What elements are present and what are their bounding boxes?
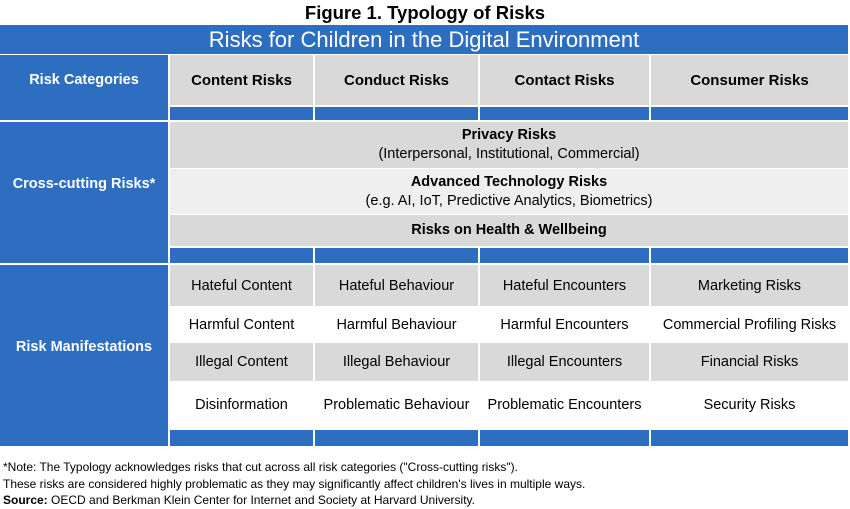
figure-title: Figure 1. Typology of Risks [304, 2, 546, 23]
manifestation-cell: Hateful Encounters [480, 265, 649, 306]
table-banner: Risks for Children in the Digital Environment [0, 25, 848, 54]
manifestation-cell: Security Risks [651, 382, 848, 428]
manifestation-cell: Financial Risks [651, 343, 848, 381]
manifestation-cell: Illegal Content [170, 343, 313, 381]
manifestation-cell: Hateful Content [170, 265, 313, 306]
source-text: OECD and Berkman Klein Center for Internet and Society at Harvard University. [47, 493, 475, 507]
manifestation-cell: Problematic Encounters [480, 382, 649, 428]
cross-cutting-subtitle: (e.g. AI, IoT, Predictive Analytics, Biometrics) [365, 192, 653, 209]
cross-cutting-title: Risks on Health & Wellbeing [411, 222, 607, 238]
manifestation-cell: Marketing Risks [651, 265, 848, 306]
risk-manifestations-label: Risk Manifestations [0, 265, 168, 428]
manifestation-cell: Harmful Encounters [480, 307, 649, 343]
manifestation-cell: Commercial Profiling Risks [651, 307, 848, 343]
cross-cutting-subtitle: (Interpersonal, Institutional, Commercial) [378, 146, 640, 162]
divider-strip [480, 430, 649, 446]
divider-strip [651, 248, 848, 263]
manifestation-cell: Harmful Behaviour [315, 307, 478, 343]
cross-cutting-risks-label: Cross-cutting Risks* [0, 122, 168, 246]
risk-categories-label: Risk Categories [0, 55, 168, 105]
manifestation-cell: Disinformation [170, 382, 313, 428]
category-content: Content Risks [170, 55, 313, 105]
divider-strip [0, 428, 168, 446]
manifestation-cell: Hateful Behaviour [315, 265, 478, 306]
category-conduct: Conduct Risks [315, 55, 478, 105]
divider-strip [651, 430, 848, 446]
health-wellbeing-risks-cell [170, 215, 848, 246]
cross-cutting-title: Privacy Risks [461, 127, 557, 143]
divider-strip [170, 248, 313, 263]
divider-strip [651, 107, 848, 120]
divider-strip [315, 107, 478, 120]
divider-strip [480, 107, 649, 120]
manifestation-cell: Illegal Encounters [480, 343, 649, 381]
divider-strip [0, 246, 168, 263]
risk-typology-table [0, 25, 848, 446]
divider-strip [315, 430, 478, 446]
footnote-note-line1: *Note: The Typology acknowledges risks that cut across all risk categories ("Cross-cutting risks"). [3, 460, 518, 474]
cross-cutting-title: Advanced Technology Risks [410, 173, 608, 190]
category-contact: Contact Risks [480, 55, 649, 105]
footnote-note-line2: These risks are considered highly problematic as they may significantly affect children's lives in multiple ways. [3, 476, 586, 491]
manifestation-cell: Problematic Behaviour [315, 382, 478, 428]
divider-strip [170, 430, 313, 446]
divider-strip [0, 105, 168, 120]
divider-strip [170, 107, 313, 120]
manifestation-cell: Illegal Behaviour [315, 343, 478, 381]
source-label: Source: [3, 493, 48, 507]
manifestation-cell: Harmful Content [170, 307, 313, 343]
footnote-source [3, 492, 848, 509]
advanced-technology-risks-cell [170, 169, 848, 214]
divider-strip [315, 248, 478, 263]
privacy-risks-cell [170, 122, 848, 168]
footnote [3, 459, 848, 509]
divider-strip [480, 248, 649, 263]
category-consumer: Consumer Risks [651, 55, 848, 105]
